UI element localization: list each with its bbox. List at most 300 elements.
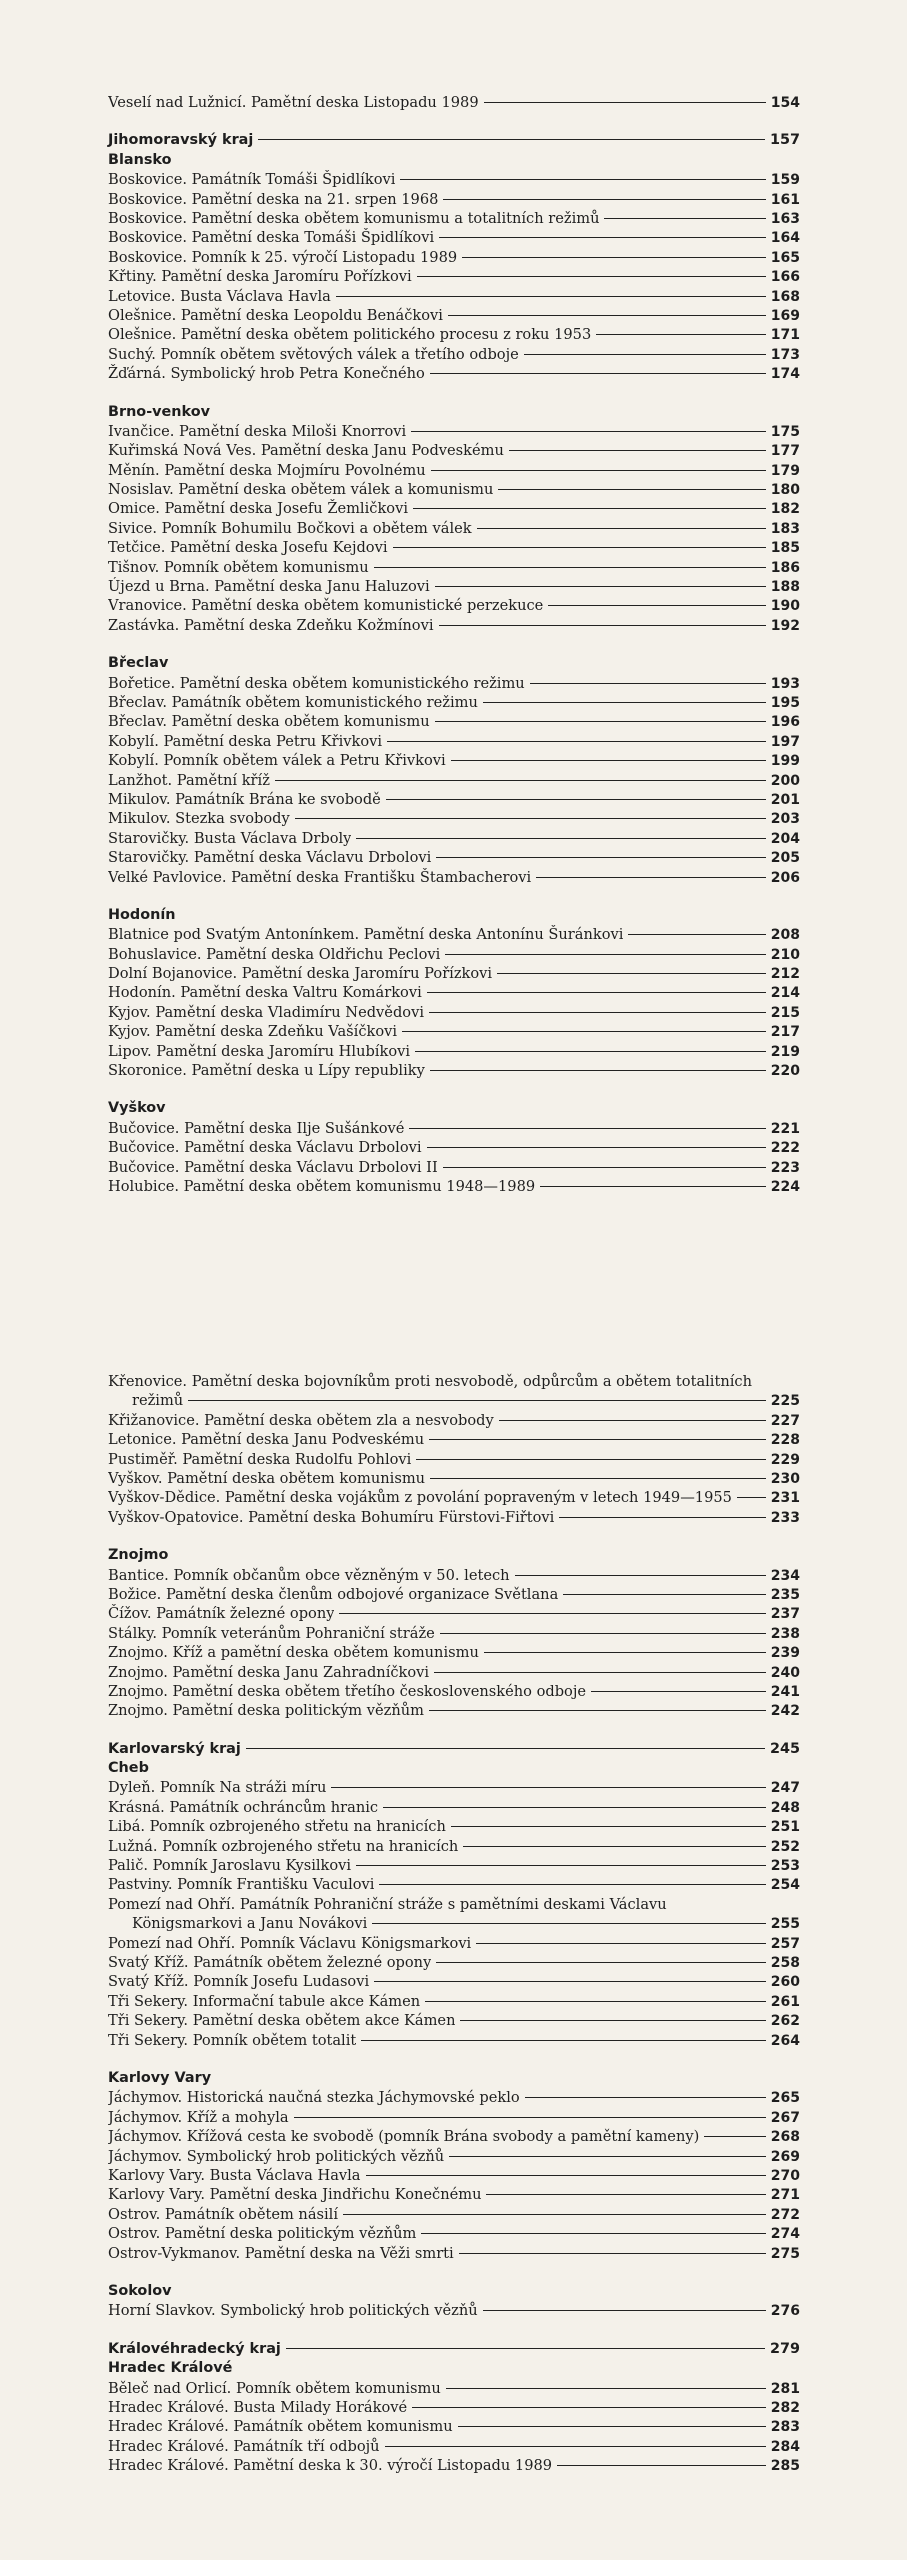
- page-number: 159: [770, 172, 800, 189]
- entry-title: Boskovice. Pamětní deska Tomáši Špidlíkovi: [108, 229, 435, 247]
- toc-entry: [108, 674, 800, 693]
- leader-line: [462, 257, 766, 258]
- page-number: 234: [770, 1567, 800, 1584]
- leader-line: [421, 2233, 765, 2234]
- toc-entry: [108, 1022, 800, 1041]
- entry-title: Sivice. Pomník Bohumilu Bočkovi a obětem válek: [108, 519, 472, 537]
- page-number: 220: [770, 1063, 800, 1080]
- page-number: 228: [770, 1432, 800, 1449]
- entry-title: Dyleň. Pomník Na stráži míru: [108, 1779, 327, 1797]
- entry-title: Jáchymov. Historická naučná stezka Jáchymovské peklo: [108, 2089, 520, 2107]
- entry-title: Znojmo. Pamětní deska politickým vězňům: [108, 1702, 424, 1720]
- entry-title: Ivančice. Pamětní deska Miloši Knorrovi: [108, 422, 407, 440]
- section-gap: [108, 1721, 800, 1740]
- leader-line: [436, 857, 765, 858]
- toc-entry: [108, 945, 800, 964]
- page-number: 254: [770, 1877, 800, 1894]
- leader-line: [559, 1517, 765, 1518]
- entry-title: Kuřimská Nová Ves. Pamětní deska Janu Podveskému: [108, 442, 504, 460]
- leader-line: [509, 450, 766, 451]
- toc-entry: [108, 325, 800, 344]
- leader-line: [425, 2001, 766, 2002]
- toc-entry: [108, 1138, 800, 1157]
- entry-title: Hradec Králové. Památník obětem komunismu: [108, 2418, 453, 2436]
- entry-title: Kyjov. Pamětní deska Zdeňku Vašíčkovi: [108, 1023, 398, 1041]
- entry-title: Mikulov. Stezka svobody: [108, 810, 290, 828]
- page-number: 197: [770, 733, 800, 750]
- entry-title: Nosislav. Pamětní deska obětem válek a komunismu: [108, 481, 494, 499]
- leader-line: [524, 354, 766, 355]
- page-number: 264: [770, 2032, 800, 2049]
- leader-line: [445, 954, 765, 955]
- entry-title: Stálky. Pomník veteránům Pohraniční stráže: [108, 1624, 435, 1642]
- leader-line: [536, 877, 766, 878]
- page-number: 242: [770, 1703, 800, 1720]
- entry-title: Bantice. Pomník občanům obce vězněným v 50. letech: [108, 1566, 510, 1584]
- leader-line: [295, 818, 766, 819]
- entry-title: Žďárná. Symbolický hrob Petra Konečného: [108, 365, 425, 383]
- page-number: 169: [770, 307, 800, 324]
- entry-title: Hodonín. Pamětní deska Valtru Komárkovi: [108, 984, 422, 1002]
- page-number: 285: [770, 2458, 800, 2475]
- entry-title: Pomezí nad Ohří. Pomník Václavu Königsmarkovi: [108, 1934, 472, 1952]
- leader-line: [604, 218, 765, 219]
- leader-line: [275, 780, 766, 781]
- toc-entry: [108, 1895, 800, 1934]
- entry-title: Lipov. Pamětní deska Jaromíru Hlubíkovi: [108, 1042, 411, 1060]
- leader-line: [294, 2117, 766, 2118]
- district-heading: Karlovy Vary: [108, 2069, 212, 2086]
- entry-title: Kobylí. Pomník obětem válek a Petru Křivkovi: [108, 752, 446, 770]
- toc-entry: [108, 1663, 800, 1682]
- section-gap: [108, 2321, 800, 2340]
- entry-title: Zastávka. Pamětní deska Zdeňku Kožmínovi: [108, 616, 434, 634]
- page-number: 238: [770, 1625, 800, 1642]
- leader-line: [387, 741, 766, 742]
- toc-entry: [108, 983, 800, 1002]
- entry-title: Palič. Pomník Jaroslavu Kysilkovi: [108, 1857, 352, 1875]
- toc-entry: [108, 1972, 800, 1991]
- page-number: 157: [769, 132, 800, 149]
- page-number: 282: [770, 2399, 800, 2416]
- leader-line: [336, 296, 766, 297]
- leader-line: [339, 1613, 765, 1614]
- district-heading: Hradec Králové: [108, 2360, 233, 2377]
- district-heading: Břeclav: [108, 655, 169, 672]
- toc-entry: [108, 2244, 800, 2263]
- entry-title: Karlovy Vary. Pamětní deska Jindřichu Konečnému: [108, 2186, 482, 2204]
- leader-line: [430, 373, 766, 374]
- toc-entry: [108, 577, 800, 596]
- leader-line: [374, 567, 766, 568]
- page-number: 223: [770, 1159, 800, 1176]
- toc-entry: [108, 558, 800, 577]
- leader-line: [497, 973, 766, 974]
- district-heading: Znojmo: [108, 1547, 169, 1564]
- page-number: 195: [770, 695, 800, 711]
- entry-title: Svatý Kříž. Památník obětem železné opony: [108, 1954, 432, 1972]
- leader-line: [366, 2175, 766, 2176]
- entry-title: Olešnice. Pamětní deska obětem politického procesu z roku 1953: [108, 326, 592, 344]
- page-number: 188: [770, 579, 800, 596]
- toc-entry: [108, 616, 800, 635]
- entry-title: Měnín. Pamětní deska Mojmíru Povolnému: [108, 461, 426, 479]
- page-number: 241: [770, 1683, 800, 1700]
- toc-entry: [108, 1450, 800, 1469]
- leader-line: [448, 315, 766, 316]
- leader-line: [361, 2040, 766, 2041]
- toc-entry: [108, 732, 800, 751]
- page-number: 252: [770, 1838, 800, 1855]
- district-heading: Blansko: [108, 151, 172, 168]
- toc-entry: [108, 267, 800, 286]
- toc-entry: [108, 751, 800, 770]
- toc-entry: [108, 519, 800, 538]
- leader-line: [530, 683, 766, 684]
- toc-entry: [108, 596, 800, 615]
- entry-title: Bučovice. Pamětní deska Václavu Drbolovi II: [108, 1158, 438, 1176]
- entry-title: Libá. Pomník ozbrojeného střetu na hranicích: [108, 1818, 446, 1836]
- page-number: 260: [770, 1974, 800, 1991]
- page-number: 251: [770, 1819, 800, 1836]
- leader-line: [484, 102, 766, 103]
- page-number: 221: [770, 1120, 800, 1137]
- page-number: 173: [770, 346, 800, 363]
- page-number: 269: [770, 2148, 800, 2165]
- page-number: 175: [770, 423, 800, 440]
- leader-line: [434, 1672, 766, 1673]
- district-heading: Sokolov: [108, 2282, 172, 2299]
- leader-line: [540, 1186, 766, 1187]
- page-number: 276: [770, 2303, 800, 2320]
- toc-entry: [108, 2088, 800, 2107]
- toc-entry: [108, 2031, 800, 2050]
- leader-line: [440, 1633, 766, 1634]
- entry-title: Starovičky. Pamětní deska Václavu Drbolovi: [108, 849, 432, 867]
- leader-line: [427, 1147, 766, 1148]
- page-number: 222: [770, 1140, 800, 1157]
- page-number: 230: [770, 1470, 800, 1487]
- entry-title: Kyjov. Pamětní deska Vladimíru Nedvědovi: [108, 1003, 424, 1021]
- page-number: 231: [770, 1490, 800, 1507]
- entry-title: Čížov. Památník železné opony: [108, 1605, 335, 1623]
- section-gap: [108, 1527, 800, 1546]
- toc-entry: [108, 1061, 800, 1080]
- toc-entry: [108, 422, 800, 441]
- toc-block-lower: [108, 1372, 800, 2475]
- page-number: 210: [770, 946, 800, 963]
- section-gap: [108, 2263, 800, 2282]
- page-number: 166: [770, 269, 800, 286]
- toc-entry: [108, 1701, 800, 1720]
- toc-entry: [108, 2301, 800, 2320]
- leader-line: [409, 1128, 765, 1129]
- toc-entry: [108, 461, 800, 480]
- entry-title: Mikulov. Památník Brána ke svobodě: [108, 790, 381, 808]
- toc-entry: [108, 2166, 800, 2185]
- page-number: 258: [770, 1955, 800, 1972]
- entry-title-line1: Křenovice. Pamětní deska bojovníkům proti nesvobodě, odpůrcům a obětem totalitních: [108, 1373, 752, 1390]
- toc-entry: [108, 190, 800, 209]
- toc-entry: [108, 93, 800, 112]
- entry-title: Běleč nad Orlicí. Pomník obětem komunismu: [108, 2379, 441, 2397]
- entry-title: Křižanovice. Pamětní deska obětem zla a nesvobody: [108, 1411, 494, 1429]
- toc-entry: [108, 1837, 800, 1856]
- toc-entry: [108, 1430, 800, 1449]
- toc-entry: [108, 1643, 800, 1662]
- section-gap: [108, 635, 800, 654]
- entry-title: Bučovice. Pamětní deska Václavu Drbolovi: [108, 1139, 422, 1157]
- page-number: 205: [770, 850, 800, 867]
- leader-line: [402, 1031, 766, 1032]
- entry-title-line1: Pomezí nad Ohří. Památník Pohraniční stráže s pamětními deskami Václavu: [108, 1895, 667, 1913]
- leader-line: [246, 1748, 765, 1749]
- entry-title: Krásná. Památník ochráncům hranic: [108, 1798, 379, 1816]
- leader-line: [400, 179, 765, 180]
- leader-line: [417, 276, 766, 277]
- entry-title: Horní Slavkov. Symbolický hrob politických vězňů: [108, 2302, 478, 2320]
- entry-title: Lanžhot. Pamětní kříž: [108, 771, 270, 789]
- page-number: 224: [770, 1179, 800, 1196]
- page-number: 215: [770, 1004, 800, 1021]
- leader-line: [451, 760, 766, 761]
- leader-line: [374, 1981, 766, 1982]
- entry-title: Svatý Kříž. Pomník Josefu Ludasovi: [108, 1973, 370, 1991]
- leader-line: [484, 1652, 766, 1653]
- toc-entry: [108, 2379, 800, 2398]
- entry-title: Pustiměř. Pamětní deska Rudolfu Pohlovi: [108, 1450, 412, 1468]
- entry-title: Jáchymov. Křížová cesta ke svobodě (pomník Brána svobody a pamětní kameny): [108, 2128, 700, 2146]
- page-number: 182: [770, 501, 800, 518]
- toc-entry: [108, 1158, 800, 1177]
- leader-line: [439, 625, 766, 626]
- page-number: 196: [770, 714, 800, 731]
- leader-line: [356, 838, 765, 839]
- toc-entry: [108, 2011, 800, 2030]
- entry-continuation: [108, 1914, 800, 1933]
- toc-entry: [108, 441, 800, 460]
- entry-title: Vyškov-Dědice. Pamětní deska vojákům z povolání popraveným v letech 1949—1955: [108, 1489, 732, 1507]
- leader-line: [429, 1710, 766, 1711]
- leader-line: [557, 2465, 766, 2466]
- leader-line: [435, 721, 766, 722]
- toc-entry: [108, 2398, 800, 2417]
- toc-entry: [108, 1042, 800, 1061]
- leader-line: [737, 1497, 766, 1498]
- toc-entry: [108, 790, 800, 809]
- toc-entry: [108, 1003, 800, 1022]
- leader-line: [430, 1478, 766, 1479]
- page-number: 229: [770, 1451, 800, 1468]
- region-title: Karlovarský kraj: [108, 1740, 241, 1757]
- page-number: 255: [770, 1916, 800, 1933]
- region-title: Královéhradecký kraj: [108, 2340, 281, 2357]
- page-number: 270: [770, 2167, 800, 2184]
- entry-title: Vyškov. Pamětní deska obětem komunismu: [108, 1469, 426, 1487]
- leader-line: [498, 489, 765, 490]
- entry-title: Znojmo. Pamětní deska obětem třetího československého odboje: [108, 1682, 586, 1700]
- page-number: 272: [770, 2206, 800, 2223]
- toc-entry: [108, 1411, 800, 1430]
- toc-entry: [108, 2437, 800, 2456]
- toc-entry: [108, 538, 800, 557]
- entry-title: Letonice. Pamětní deska Janu Podveskému: [108, 1431, 425, 1449]
- entry-title: Karlovy Vary. Busta Václava Havla: [108, 2166, 361, 2184]
- page-number: 168: [770, 288, 800, 305]
- entry-title: Tři Sekery. Pamětní deska obětem akce Kámen: [108, 2012, 456, 2030]
- entry-title: Blatnice pod Svatým Antonínkem. Pamětní deska Antonínu Šuránkovi: [108, 926, 624, 944]
- leader-line: [591, 1691, 766, 1692]
- leader-line: [393, 547, 766, 548]
- entry-title: Hradec Králové. Pamětní deska k 30. výročí Listopadu 1989: [108, 2457, 553, 2475]
- page-number: 190: [770, 598, 800, 615]
- entry-title: Skoronice. Pamětní deska u Lípy republiky: [108, 1062, 425, 1080]
- page-number: 240: [770, 1664, 800, 1681]
- toc-entry: [108, 868, 800, 887]
- toc-entry: [108, 1856, 800, 1875]
- leader-line: [463, 1846, 765, 1847]
- leader-line: [429, 1439, 766, 1440]
- district-heading: Brno-venkov: [108, 403, 211, 420]
- page-number: 203: [770, 811, 800, 828]
- entry-title: Starovičky. Busta Václava Drboly: [108, 829, 352, 847]
- toc-entry: [108, 499, 800, 518]
- entry-title: Vranovice. Pamětní deska obětem komunistické perzekuce: [108, 597, 544, 615]
- entry-title: Jáchymov. Symbolický hrob politických vězňů: [108, 2147, 445, 2165]
- entry-title: Jáchymov. Kříž a mohyla: [108, 2108, 289, 2126]
- entry-title: Lužná. Pomník ozbrojeného střetu na hranicích: [108, 1837, 459, 1855]
- page-number: 281: [770, 2380, 800, 2397]
- leader-line: [188, 1400, 766, 1401]
- toc-entry: [108, 925, 800, 944]
- toc-entry: [108, 2108, 800, 2127]
- page-number: 206: [770, 869, 800, 886]
- page-number: 279: [769, 2340, 800, 2357]
- page-number: 192: [770, 617, 800, 634]
- section-gap: [108, 1080, 800, 1099]
- toc-entry: [108, 1585, 800, 1604]
- page-number: 225: [770, 1393, 800, 1410]
- toc-entry: [108, 2417, 800, 2436]
- page-number: 274: [770, 2226, 800, 2243]
- leader-line: [486, 2194, 765, 2195]
- page-number: 275: [770, 2245, 800, 2262]
- entry-title: Boskovice. Pomník k 25. výročí Listopadu 1989: [108, 248, 458, 266]
- entry-title: Ostrov. Pamětní deska politickým vězňům: [108, 2225, 417, 2243]
- region-title: Jihomoravský kraj: [108, 132, 254, 149]
- entry-title: Vyškov-Opatovice. Pamětní deska Bohumíru Fürstovi-Fiřtovi: [108, 1508, 555, 1526]
- leader-line: [477, 528, 766, 529]
- leader-line: [343, 2214, 766, 2215]
- page-number: 171: [770, 327, 800, 344]
- leader-line: [413, 508, 766, 509]
- entry-title: Boskovice. Památník Tomáši Špidlíkovi: [108, 171, 396, 189]
- toc-entry: [108, 480, 800, 499]
- leader-line: [443, 199, 765, 200]
- district-heading: Hodonín: [108, 906, 176, 923]
- toc-entry: [108, 1953, 800, 1972]
- district-heading: Vyškov: [108, 1100, 166, 1117]
- entry-title: Letovice. Busta Václava Havla: [108, 287, 331, 305]
- toc-entry: [108, 2127, 800, 2146]
- toc-entry: [108, 306, 800, 325]
- page-number: 177: [770, 443, 800, 460]
- leader-line: [286, 2348, 765, 2349]
- toc-entry: [108, 1624, 800, 1643]
- toc-block-upper: [108, 93, 800, 1196]
- entry-title: Hradec Králové. Busta Milady Horákové: [108, 2398, 408, 2416]
- toc-entry: [108, 2456, 800, 2475]
- toc-entry: [108, 2147, 800, 2166]
- section-gap: [108, 887, 800, 906]
- toc-entry: [108, 248, 800, 267]
- entry-title: Újezd u Brna. Pamětní deska Janu Haluzovi: [108, 578, 430, 596]
- page-number: 237: [770, 1606, 800, 1623]
- page-number: 257: [770, 1935, 800, 1952]
- leader-line: [416, 1459, 765, 1460]
- toc-entry: [108, 809, 800, 828]
- toc-entry: [108, 848, 800, 867]
- leader-line: [476, 1943, 766, 1944]
- page-number: 283: [770, 2419, 800, 2436]
- leader-line: [415, 1051, 766, 1052]
- entry-title: Břeclav. Památník obětem komunistického režimu: [108, 694, 478, 711]
- toc-entry: [108, 170, 800, 189]
- toc-entry: [108, 1177, 800, 1196]
- entry-title: Bučovice. Pamětní deska Ilje Sušánkové: [108, 1119, 405, 1137]
- section-gap: [108, 2050, 800, 2069]
- leader-line: [499, 1420, 766, 1421]
- leader-line: [411, 431, 766, 432]
- page-number: 174: [770, 366, 800, 383]
- leader-line: [525, 2097, 766, 2098]
- page-number: 154: [770, 95, 800, 111]
- page-number: 268: [770, 2129, 800, 2146]
- page-number: 208: [770, 927, 800, 944]
- toc-entry: [108, 1604, 800, 1623]
- toc-entry: [108, 287, 800, 306]
- leader-line: [548, 605, 765, 606]
- toc-entry: [108, 693, 800, 712]
- toc-entry: [108, 1817, 800, 1836]
- toc-entry: [108, 1778, 800, 1797]
- page-number: 186: [770, 559, 800, 576]
- leader-line: [628, 934, 765, 935]
- page-number: 262: [770, 2013, 800, 2030]
- leader-line: [596, 334, 766, 335]
- page-number: 204: [770, 830, 800, 847]
- leader-line: [446, 2388, 766, 2389]
- leader-line: [412, 2407, 766, 2408]
- toc-entry: [108, 1488, 800, 1507]
- toc-entry: [108, 1566, 800, 1585]
- entry-title: Božice. Pamětní deska členům odbojové organizace Světlana: [108, 1585, 559, 1603]
- page-number: 253: [770, 1858, 800, 1875]
- region-heading: [108, 1740, 800, 1759]
- entry-title: Tetčice. Pamětní deska Josefu Kejdovi: [108, 539, 388, 557]
- entry-title: Dolní Bojanovice. Pamětní deska Jaromíru Pořízkovi: [108, 965, 493, 983]
- entry-title: Suchý. Pomník obětem světových válek a třetího odboje: [108, 345, 519, 363]
- page-number: 200: [770, 772, 800, 789]
- toc-entry: [108, 771, 800, 790]
- entry-title: Holubice. Pamětní deska obětem komunismu 1948—1989: [108, 1178, 536, 1196]
- entry-title: Boskovice. Pamětní deska na 21. srpen 1968: [108, 190, 439, 208]
- toc-entry: [108, 228, 800, 247]
- region-heading: [108, 131, 800, 150]
- page-number: 183: [770, 520, 800, 537]
- entry-continuation: [108, 1391, 800, 1410]
- entry-title: Křtiny. Pamětní deska Jaromíru Pořízkovi: [108, 268, 412, 286]
